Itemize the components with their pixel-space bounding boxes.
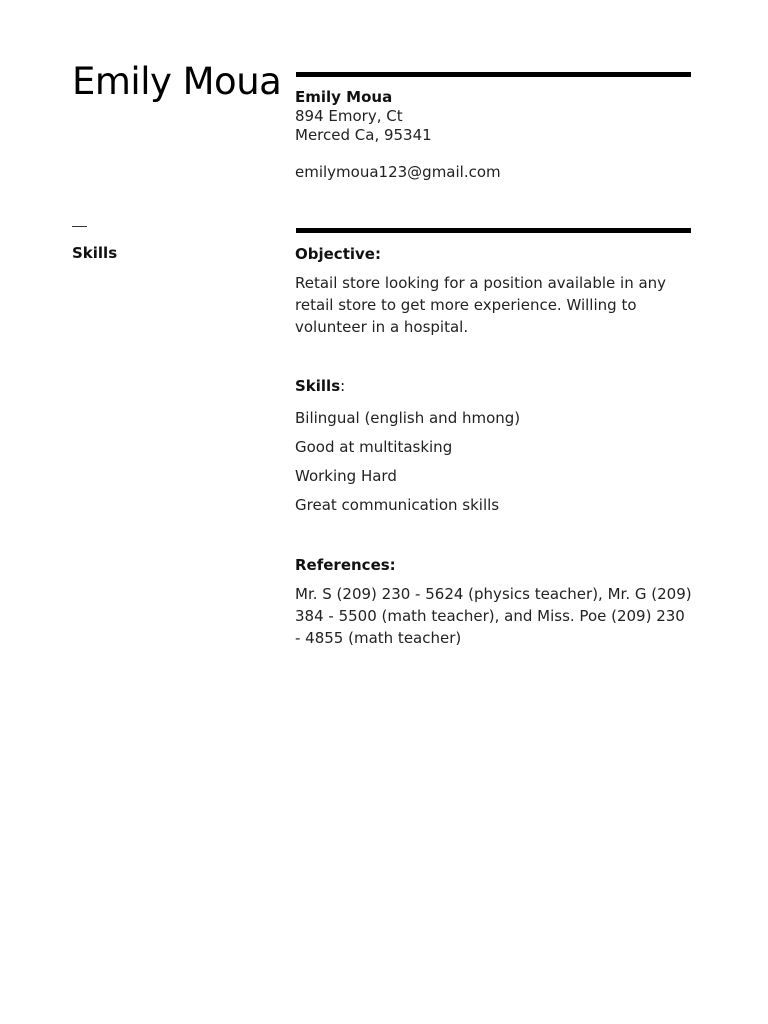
skill-item: Good at multitasking [295,438,453,456]
references-heading: References: [295,556,396,574]
objective-text: Retail store looking for a position available in any retail store to get more experience. Willing to volunteer in a hospital. [295,274,667,336]
skill-item: Bilingual (english and hmong) [295,409,521,427]
contact-address-line1: 894 Emory, Ct [295,107,403,125]
top-divider-rule [296,72,691,77]
references-section [295,555,695,649]
contact-address-line2: Merced Ca, 95341 [295,126,432,144]
section-divider-rule [296,228,691,233]
skills-heading [295,376,695,396]
objective-heading: Objective: [295,245,381,263]
contact-email: emilymoua123@gmail.com [295,163,501,181]
skills-section [295,376,695,520]
contact-block [295,87,691,182]
skill-item: Great communication skills [295,496,500,514]
main-content [295,244,695,649]
contact-name: Emily Moua [295,88,393,106]
skills-heading-text: Skills [295,377,341,395]
skill-item: Working Hard [295,467,397,485]
objective-section [295,244,695,338]
skills-list [295,404,695,520]
sidebar-dash [72,226,87,227]
sidebar-skills-label: Skills [72,244,118,262]
skills-heading-colon: : [340,377,346,395]
references-text: Mr. S (209) 230 - 5624 (physics teacher), Mr. G (209) 384 - 5500 (math teacher), and Miss. Poe (209) 230 - 4855 (math teacher) [295,585,692,647]
resume-name-title: Emily Moua [72,60,282,103]
